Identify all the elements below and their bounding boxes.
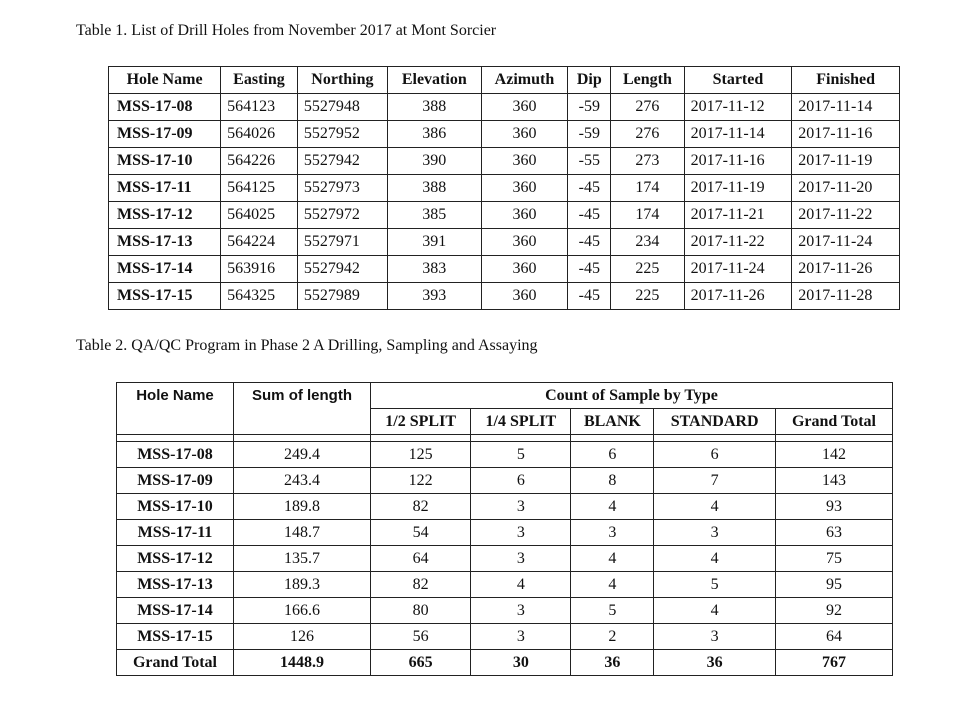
table-cell: 2017-11-21	[684, 202, 792, 229]
table-cell: 243.4	[233, 468, 370, 494]
table-cell: 142	[775, 442, 892, 468]
table-cell: MSS-17-14	[109, 256, 221, 283]
table-cell: MSS-17-11	[117, 520, 234, 546]
table-cell: 80	[371, 598, 471, 624]
table-cell: 4	[654, 598, 776, 624]
table-cell: 2017-11-24	[792, 229, 900, 256]
table-cell: MSS-17-15	[109, 283, 221, 310]
table-cell: -45	[568, 229, 611, 256]
table-row	[109, 121, 900, 148]
total-cell: 767	[775, 650, 892, 676]
table-cell: 64	[371, 546, 471, 572]
table-cell: 126	[233, 624, 370, 650]
table-cell: 2017-11-28	[792, 283, 900, 310]
header-half-split: 1/2 SPLIT	[371, 409, 471, 435]
spacer-cell	[117, 435, 234, 442]
table-cell: 4	[654, 494, 776, 520]
table-cell: 360	[481, 148, 568, 175]
table-cell: MSS-17-10	[117, 494, 234, 520]
table-row	[117, 468, 893, 494]
table-cell: 4	[471, 572, 571, 598]
table-row	[117, 442, 893, 468]
table-cell: 5527948	[297, 94, 387, 121]
table-cell: 360	[481, 121, 568, 148]
spacer-row	[117, 435, 893, 442]
table-cell: 4	[571, 494, 654, 520]
table-cell: 564123	[221, 94, 298, 121]
table-cell: 276	[611, 94, 684, 121]
table-cell: 388	[388, 175, 482, 202]
table-cell: 360	[481, 202, 568, 229]
table-cell: 2017-11-22	[792, 202, 900, 229]
total-cell: 36	[654, 650, 776, 676]
table-row	[109, 256, 900, 283]
table-cell: 385	[388, 202, 482, 229]
table-cell: MSS-17-12	[109, 202, 221, 229]
table-row	[117, 546, 893, 572]
total-cell: 36	[571, 650, 654, 676]
table-cell: -45	[568, 202, 611, 229]
table-row	[109, 283, 900, 310]
table-cell: 234	[611, 229, 684, 256]
table-cell: 383	[388, 256, 482, 283]
table-cell: 360	[481, 229, 568, 256]
table-cell: MSS-17-09	[109, 121, 221, 148]
table-cell: 6	[471, 468, 571, 494]
table-cell: -45	[568, 283, 611, 310]
table-cell: 148.7	[233, 520, 370, 546]
table-cell: 56	[371, 624, 471, 650]
table-cell: 92	[775, 598, 892, 624]
table-cell: 5527942	[297, 256, 387, 283]
table-cell: 225	[611, 256, 684, 283]
table-header-row	[109, 67, 900, 94]
total-cell: 665	[371, 650, 471, 676]
table-cell: 5527989	[297, 283, 387, 310]
table-cell: 64	[775, 624, 892, 650]
table-cell: 2017-11-22	[684, 229, 792, 256]
header-blank: BLANK	[571, 409, 654, 435]
table-cell: 564026	[221, 121, 298, 148]
grand-total-row	[117, 650, 893, 676]
qaqc-table	[116, 382, 893, 676]
table-row	[117, 572, 893, 598]
table-cell: 135.7	[233, 546, 370, 572]
header-hole-name: Hole Name	[117, 383, 234, 435]
table-cell: 2017-11-16	[792, 121, 900, 148]
table-cell: 564025	[221, 202, 298, 229]
table-cell: 3	[654, 624, 776, 650]
table-cell: 2017-11-24	[684, 256, 792, 283]
table-cell: 3	[571, 520, 654, 546]
table-cell: 63	[775, 520, 892, 546]
table-cell: 4	[571, 572, 654, 598]
total-cell: Grand Total	[117, 650, 234, 676]
table-cell: 360	[481, 175, 568, 202]
table-cell: 564325	[221, 283, 298, 310]
table-cell: 3	[471, 520, 571, 546]
table-cell: 5527973	[297, 175, 387, 202]
table-cell: MSS-17-10	[109, 148, 221, 175]
header-standard: STANDARD	[654, 409, 776, 435]
table-cell: 75	[775, 546, 892, 572]
header-length: Length	[611, 67, 684, 94]
table-cell: MSS-17-13	[109, 229, 221, 256]
table-cell: 189.8	[233, 494, 370, 520]
total-cell: 1448.9	[233, 650, 370, 676]
table-cell: 2017-11-12	[684, 94, 792, 121]
table-cell: 2017-11-19	[792, 148, 900, 175]
spacer-cell	[775, 435, 892, 442]
header-dip: Dip	[568, 67, 611, 94]
table-cell: 563916	[221, 256, 298, 283]
table-cell: 388	[388, 94, 482, 121]
table-cell: MSS-17-13	[117, 572, 234, 598]
table-cell: 95	[775, 572, 892, 598]
table-cell: MSS-17-08	[109, 94, 221, 121]
table-cell: 564226	[221, 148, 298, 175]
table-cell: 360	[481, 256, 568, 283]
total-cell: 30	[471, 650, 571, 676]
table-row	[109, 148, 900, 175]
header-easting: Easting	[221, 67, 298, 94]
header-count-of-sample: Count of Sample by Type	[371, 383, 893, 409]
table-row	[109, 229, 900, 256]
table-cell: 2017-11-20	[792, 175, 900, 202]
table-cell: 6	[654, 442, 776, 468]
table-cell: 93	[775, 494, 892, 520]
header-hole-name: Hole Name	[109, 67, 221, 94]
table-cell: 393	[388, 283, 482, 310]
table-row	[117, 624, 893, 650]
table1-caption: Table 1. List of Drill Holes from November 2017 at Mont Sorcier	[76, 22, 497, 39]
table-cell: -45	[568, 256, 611, 283]
spacer-cell	[654, 435, 776, 442]
table-cell: 2017-11-26	[792, 256, 900, 283]
drill-holes-table	[108, 66, 900, 310]
table-cell: 2017-11-16	[684, 148, 792, 175]
table-cell: 3	[471, 624, 571, 650]
table-cell: 391	[388, 229, 482, 256]
table-cell: 125	[371, 442, 471, 468]
table-cell: 2017-11-26	[684, 283, 792, 310]
table-cell: -59	[568, 94, 611, 121]
table-cell: 5	[571, 598, 654, 624]
table-cell: 143	[775, 468, 892, 494]
table-cell: 5	[654, 572, 776, 598]
table-cell: 225	[611, 283, 684, 310]
table-cell: 386	[388, 121, 482, 148]
table-cell: 189.3	[233, 572, 370, 598]
table-cell: MSS-17-11	[109, 175, 221, 202]
table-cell: -45	[568, 175, 611, 202]
table-cell: 5527952	[297, 121, 387, 148]
table-cell: 2017-11-19	[684, 175, 792, 202]
table-cell: 3	[654, 520, 776, 546]
table-cell: MSS-17-15	[117, 624, 234, 650]
table-row	[109, 94, 900, 121]
table-cell: -59	[568, 121, 611, 148]
header-azimuth: Azimuth	[481, 67, 568, 94]
table-row	[109, 175, 900, 202]
table-cell: 5527942	[297, 148, 387, 175]
table-cell: 276	[611, 121, 684, 148]
table-cell: 122	[371, 468, 471, 494]
spacer-cell	[571, 435, 654, 442]
table-cell: -55	[568, 148, 611, 175]
table-cell: 5527971	[297, 229, 387, 256]
table-cell: 273	[611, 148, 684, 175]
table-cell: 54	[371, 520, 471, 546]
header-elevation: Elevation	[388, 67, 482, 94]
table-cell: MSS-17-12	[117, 546, 234, 572]
table-cell: 5527972	[297, 202, 387, 229]
table-cell: 390	[388, 148, 482, 175]
header-sum-of-length: Sum of length	[233, 383, 370, 435]
table-cell: 6	[571, 442, 654, 468]
table-cell: 2017-11-14	[684, 121, 792, 148]
header-started: Started	[684, 67, 792, 94]
table-row	[117, 494, 893, 520]
table-cell: MSS-17-09	[117, 468, 234, 494]
header-grand-total: Grand Total	[775, 409, 892, 435]
table-cell: 4	[654, 546, 776, 572]
table-header-row	[117, 383, 893, 409]
table2-caption: Table 2. QA/QC Program in Phase 2 A Drilling, Sampling and Assaying	[76, 337, 538, 354]
table-cell: 166.6	[233, 598, 370, 624]
table-cell: 360	[481, 283, 568, 310]
table-cell: 3	[471, 598, 571, 624]
table-cell: 8	[571, 468, 654, 494]
table-cell: 174	[611, 202, 684, 229]
header-quarter-split: 1/4 SPLIT	[471, 409, 571, 435]
table-cell: 82	[371, 572, 471, 598]
table-cell: 3	[471, 546, 571, 572]
table-cell: 7	[654, 468, 776, 494]
table-row	[117, 520, 893, 546]
table-cell: 249.4	[233, 442, 370, 468]
spacer-cell	[471, 435, 571, 442]
table-cell: MSS-17-14	[117, 598, 234, 624]
table-cell: 5	[471, 442, 571, 468]
table-cell: 174	[611, 175, 684, 202]
header-finished: Finished	[792, 67, 900, 94]
spacer-cell	[233, 435, 370, 442]
header-northing: Northing	[297, 67, 387, 94]
table-cell: 564224	[221, 229, 298, 256]
table-cell: 2017-11-14	[792, 94, 900, 121]
table-cell: MSS-17-08	[117, 442, 234, 468]
table-cell: 360	[481, 94, 568, 121]
table-cell: 564125	[221, 175, 298, 202]
table-cell: 82	[371, 494, 471, 520]
table-row	[117, 598, 893, 624]
spacer-cell	[371, 435, 471, 442]
table-row	[109, 202, 900, 229]
table-cell: 2	[571, 624, 654, 650]
table-cell: 3	[471, 494, 571, 520]
table-cell: 4	[571, 546, 654, 572]
